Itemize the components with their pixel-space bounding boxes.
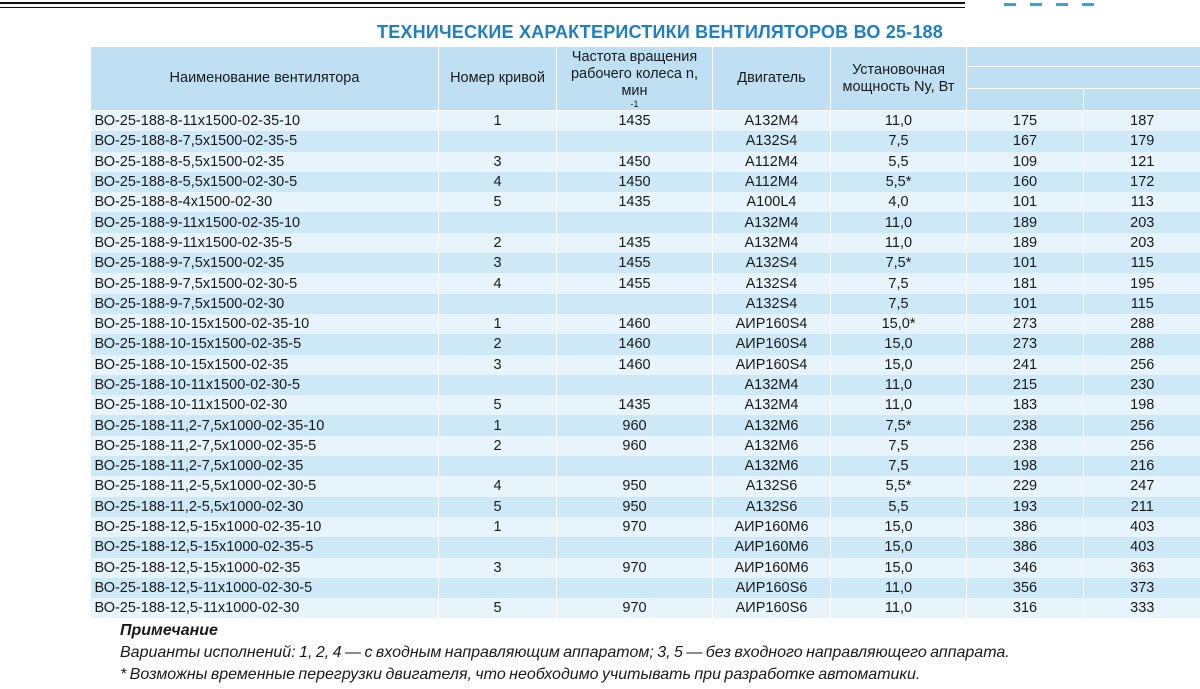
- fan-name-cell: ВО-25-188-11,2-7,5х1000-02-35-5: [91, 436, 439, 456]
- value-col7-cell: 256: [1084, 355, 1200, 375]
- power-cell: 7,5: [831, 436, 967, 456]
- power-cell: 15,0*: [831, 314, 967, 334]
- header-speed: [557, 47, 713, 111]
- table-row: [91, 131, 1200, 151]
- value-col6-cell: 238: [967, 436, 1084, 456]
- speed-cell: 1460: [557, 314, 713, 334]
- power-cell: 7,5: [831, 273, 967, 293]
- curve-number-cell: 1: [439, 517, 557, 537]
- motor-cell: АИР160М6: [713, 558, 831, 578]
- motor-cell: А132S6: [713, 476, 831, 496]
- speed-cell: 960: [557, 436, 713, 456]
- curve-number-cell: 4: [439, 172, 557, 192]
- motor-cell: А132М4: [713, 375, 831, 395]
- value-col6-cell: 273: [967, 334, 1084, 354]
- curve-number-cell: [439, 212, 557, 232]
- fan-name-cell: ВО-25-188-9-7,5х1500-02-35: [91, 253, 439, 273]
- speed-cell: 970: [557, 558, 713, 578]
- fan-name-cell: ВО-25-188-10-15х1500-02-35-10: [91, 314, 439, 334]
- table-row: [91, 355, 1200, 375]
- value-col6-cell: 198: [967, 456, 1084, 476]
- curve-number-cell: 4: [439, 476, 557, 496]
- speed-cell: [557, 375, 713, 395]
- fan-specs-table: [90, 46, 1200, 618]
- curve-number-cell: [439, 578, 557, 598]
- power-cell: 5,5: [831, 152, 967, 172]
- fan-name-cell: ВО-25-188-10-15х1500-02-35-5: [91, 334, 439, 354]
- table-body: [91, 111, 1200, 619]
- speed-cell: [557, 131, 713, 151]
- motor-cell: АИР160М6: [713, 537, 831, 557]
- value-col7-cell: 256: [1084, 436, 1200, 456]
- table-row: [91, 517, 1200, 537]
- value-col6-cell: 101: [967, 192, 1084, 212]
- value-col6-cell: 183: [967, 395, 1084, 415]
- curve-number-cell: 5: [439, 497, 557, 517]
- table-row: [91, 111, 1200, 132]
- speed-cell: 1435: [557, 233, 713, 253]
- speed-cell: 1455: [557, 253, 713, 273]
- table-row: [91, 375, 1200, 395]
- motor-cell: А132S6: [713, 497, 831, 517]
- fan-name-cell: ВО-25-188-11,2-7,5х1000-02-35: [91, 456, 439, 476]
- motor-cell: А132М6: [713, 415, 831, 435]
- table-row: [91, 436, 1200, 456]
- value-col7-cell: 211: [1084, 497, 1200, 517]
- table-row: [91, 537, 1200, 557]
- fan-name-cell: ВО-25-188-8-11х1500-02-35-10: [91, 111, 439, 132]
- header-group-blank: [967, 47, 1200, 67]
- curve-number-cell: 3: [439, 253, 557, 273]
- value-col7-cell: 115: [1084, 253, 1200, 273]
- fan-name-cell: ВО-25-188-10-11х1500-02-30-5: [91, 375, 439, 395]
- fan-name-cell: ВО-25-188-10-15х1500-02-35: [91, 355, 439, 375]
- motor-cell: АИР160S4: [713, 334, 831, 354]
- fan-name-cell: ВО-25-188-12,5-15х1000-02-35: [91, 558, 439, 578]
- motor-cell: АИР160S6: [713, 598, 831, 618]
- motor-cell: АИР160S4: [713, 355, 831, 375]
- value-col7-cell: 187: [1084, 111, 1200, 132]
- table-row: [91, 233, 1200, 253]
- value-col7-cell: 113: [1084, 192, 1200, 212]
- curve-number-cell: [439, 456, 557, 476]
- value-col6-cell: 386: [967, 537, 1084, 557]
- power-cell: 15,0: [831, 537, 967, 557]
- table-row: [91, 578, 1200, 598]
- note-block: [120, 620, 1010, 686]
- table-row: [91, 415, 1200, 435]
- speed-cell: 970: [557, 517, 713, 537]
- table-row: [91, 212, 1200, 232]
- table-header: [91, 47, 1200, 111]
- value-col6-cell: 189: [967, 233, 1084, 253]
- value-col6-cell: 273: [967, 314, 1084, 334]
- page-title: ТЕХНИЧЕСКИЕ ХАРАКТЕРИСТИКИ ВЕНТИЛЯТОРОВ ВО 25-188: [377, 22, 943, 42]
- speed-cell: [557, 578, 713, 598]
- table-row: [91, 456, 1200, 476]
- speed-cell: 1435: [557, 395, 713, 415]
- value-col6-cell: 175: [967, 111, 1084, 132]
- curve-number-cell: 1: [439, 111, 557, 132]
- curve-number-cell: [439, 375, 557, 395]
- table-row: [91, 558, 1200, 578]
- table-row: [91, 334, 1200, 354]
- speed-cell: [557, 537, 713, 557]
- curve-number-cell: 2: [439, 233, 557, 253]
- curve-number-cell: [439, 537, 557, 557]
- header-name: Наименование вентилятора: [91, 47, 439, 111]
- value-col7-cell: 172: [1084, 172, 1200, 192]
- fan-name-cell: ВО-25-188-8-4х1500-02-30: [91, 192, 439, 212]
- value-col6-cell: 229: [967, 476, 1084, 496]
- power-cell: 7,5*: [831, 253, 967, 273]
- curve-number-cell: 1: [439, 415, 557, 435]
- speed-cell: 1460: [557, 355, 713, 375]
- table-row: [91, 497, 1200, 517]
- curve-number-cell: 3: [439, 558, 557, 578]
- speed-cell: [557, 212, 713, 232]
- power-cell: 15,0: [831, 517, 967, 537]
- value-col6-cell: 193: [967, 497, 1084, 517]
- power-cell: 7,5: [831, 456, 967, 476]
- power-cell: 15,0: [831, 558, 967, 578]
- curve-number-cell: 5: [439, 598, 557, 618]
- table-row: [91, 598, 1200, 618]
- value-col6-cell: 316: [967, 598, 1084, 618]
- decorative-marks: [1004, 0, 1094, 8]
- table-row: [91, 192, 1200, 212]
- header-power: Установочная мощность Ny, Вт: [831, 47, 967, 111]
- fan-name-cell: ВО-25-188-10-11х1500-02-30: [91, 395, 439, 415]
- motor-cell: А132М4: [713, 212, 831, 232]
- value-col7-cell: 363: [1084, 558, 1200, 578]
- motor-cell: А132S4: [713, 273, 831, 293]
- speed-cell: 950: [557, 476, 713, 496]
- value-col7-cell: 115: [1084, 294, 1200, 314]
- header-speed-text: Частота вращения рабочего колеса n, мин: [570, 49, 699, 99]
- value-col7-cell: 121: [1084, 152, 1200, 172]
- table-row: [91, 476, 1200, 496]
- power-cell: 5,5: [831, 497, 967, 517]
- fan-name-cell: ВО-25-188-9-11х1500-02-35-10: [91, 212, 439, 232]
- speed-cell: [557, 456, 713, 476]
- motor-cell: А112М4: [713, 152, 831, 172]
- curve-number-cell: [439, 294, 557, 314]
- motor-cell: АИР160М6: [713, 517, 831, 537]
- value-col6-cell: 109: [967, 152, 1084, 172]
- value-col6-cell: 215: [967, 375, 1084, 395]
- curve-number-cell: 2: [439, 334, 557, 354]
- power-cell: 11,0: [831, 578, 967, 598]
- value-col6-cell: 189: [967, 212, 1084, 232]
- speed-cell: 1450: [557, 172, 713, 192]
- motor-cell: А132S4: [713, 294, 831, 314]
- power-cell: 11,0: [831, 212, 967, 232]
- power-cell: 11,0: [831, 598, 967, 618]
- fan-name-cell: ВО-25-188-11,2-7,5х1000-02-35-10: [91, 415, 439, 435]
- value-col6-cell: 241: [967, 355, 1084, 375]
- value-col7-cell: 403: [1084, 517, 1200, 537]
- value-col6-cell: 356: [967, 578, 1084, 598]
- power-cell: 5,5*: [831, 172, 967, 192]
- fan-name-cell: ВО-25-188-9-7,5х1500-02-30: [91, 294, 439, 314]
- motor-cell: АИР160S4: [713, 314, 831, 334]
- table-row: [91, 172, 1200, 192]
- fan-name-cell: ВО-25-188-8-5,5х1500-02-30-5: [91, 172, 439, 192]
- speed-cell: 1455: [557, 273, 713, 293]
- fan-name-cell: ВО-25-188-12,5-15х1000-02-35-10: [91, 517, 439, 537]
- motor-cell: АИР160S6: [713, 578, 831, 598]
- value-col6-cell: 346: [967, 558, 1084, 578]
- curve-number-cell: [439, 131, 557, 151]
- fan-name-cell: ВО-25-188-12,5-11х1000-02-30: [91, 598, 439, 618]
- curve-number-cell: 5: [439, 192, 557, 212]
- value-col7-cell: 203: [1084, 233, 1200, 253]
- speed-cell: 970: [557, 598, 713, 618]
- motor-cell: А132S4: [713, 131, 831, 151]
- value-col6-cell: 386: [967, 517, 1084, 537]
- table-row: [91, 314, 1200, 334]
- power-cell: 7,5: [831, 131, 967, 151]
- note-line-overload: * Возможны временные перегрузки двигателя, что необходимо учитывать при разработке автоматики.: [120, 666, 921, 683]
- motor-cell: А132S4: [713, 253, 831, 273]
- curve-number-cell: 2: [439, 436, 557, 456]
- curve-number-cell: 1: [439, 314, 557, 334]
- value-col7-cell: 216: [1084, 456, 1200, 476]
- header-motor: Двигатель: [713, 47, 831, 111]
- power-cell: 7,5*: [831, 415, 967, 435]
- curve-number-cell: 3: [439, 355, 557, 375]
- power-cell: 15,0: [831, 355, 967, 375]
- power-cell: 11,0: [831, 233, 967, 253]
- fan-name-cell: ВО-25-188-9-7,5х1500-02-30-5: [91, 273, 439, 293]
- power-cell: 5,5*: [831, 476, 967, 496]
- table-row: [91, 152, 1200, 172]
- header-curve: Номер кривой: [439, 47, 557, 111]
- value-col7-cell: 179: [1084, 131, 1200, 151]
- motor-cell: А112М4: [713, 172, 831, 192]
- value-col7-cell: 198: [1084, 395, 1200, 415]
- top-rule: [0, 0, 965, 8]
- power-cell: 11,0: [831, 111, 967, 132]
- motor-cell: А132М4: [713, 233, 831, 253]
- value-col7-cell: 230: [1084, 375, 1200, 395]
- motor-cell: А132М4: [713, 111, 831, 132]
- value-col7-cell: 288: [1084, 314, 1200, 334]
- curve-number-cell: 5: [439, 395, 557, 415]
- speed-cell: [557, 294, 713, 314]
- power-cell: 11,0: [831, 395, 967, 415]
- speed-cell: 1435: [557, 192, 713, 212]
- motor-cell: А100L4: [713, 192, 831, 212]
- speed-cell: 1450: [557, 152, 713, 172]
- header-col7: [1084, 89, 1200, 111]
- table-row: [91, 253, 1200, 273]
- power-cell: 4,0: [831, 192, 967, 212]
- table-row: [91, 273, 1200, 293]
- table-row: [91, 395, 1200, 415]
- value-col6-cell: 181: [967, 273, 1084, 293]
- value-col7-cell: 333: [1084, 598, 1200, 618]
- value-col7-cell: 373: [1084, 578, 1200, 598]
- fan-name-cell: ВО-25-188-8-5,5х1500-02-35: [91, 152, 439, 172]
- table-row: [91, 294, 1200, 314]
- speed-cell: 950: [557, 497, 713, 517]
- fan-name-cell: ВО-25-188-11,2-5,5х1000-02-30: [91, 497, 439, 517]
- value-col6-cell: 160: [967, 172, 1084, 192]
- power-cell: 7,5: [831, 294, 967, 314]
- fan-name-cell: ВО-25-188-12,5-11х1000-02-30-5: [91, 578, 439, 598]
- note-line-variants: Варианты исполнений: 1, 2, 4 — с входным направляющим аппаратом; 3, 5 — без входного направляющего аппарата.: [120, 644, 1010, 661]
- fan-name-cell: ВО-25-188-12,5-15х1000-02-35-5: [91, 537, 439, 557]
- value-col6-cell: 238: [967, 415, 1084, 435]
- value-col7-cell: 203: [1084, 212, 1200, 232]
- motor-cell: А132М6: [713, 456, 831, 476]
- value-col6-cell: 101: [967, 294, 1084, 314]
- motor-cell: А132М6: [713, 436, 831, 456]
- fan-name-cell: ВО-25-188-9-11х1500-02-35-5: [91, 233, 439, 253]
- header-subgroup-blank: [967, 67, 1200, 89]
- fan-name-cell: ВО-25-188-11,2-5,5х1000-02-30-5: [91, 476, 439, 496]
- header-speed-superscript: -1: [630, 99, 639, 109]
- note-heading: Примечание: [120, 622, 218, 639]
- value-col6-cell: 167: [967, 131, 1084, 151]
- speed-cell: 1435: [557, 111, 713, 132]
- power-cell: 15,0: [831, 334, 967, 354]
- speed-cell: 960: [557, 415, 713, 435]
- fan-name-cell: ВО-25-188-8-7,5х1500-02-35-5: [91, 131, 439, 151]
- value-col7-cell: 195: [1084, 273, 1200, 293]
- value-col7-cell: 256: [1084, 415, 1200, 435]
- curve-number-cell: 3: [439, 152, 557, 172]
- value-col6-cell: 101: [967, 253, 1084, 273]
- power-cell: 11,0: [831, 375, 967, 395]
- header-col6: [967, 89, 1084, 111]
- value-col7-cell: 288: [1084, 334, 1200, 354]
- curve-number-cell: 4: [439, 273, 557, 293]
- value-col7-cell: 403: [1084, 537, 1200, 557]
- value-col7-cell: 247: [1084, 476, 1200, 496]
- motor-cell: А132М4: [713, 395, 831, 415]
- speed-cell: 1460: [557, 334, 713, 354]
